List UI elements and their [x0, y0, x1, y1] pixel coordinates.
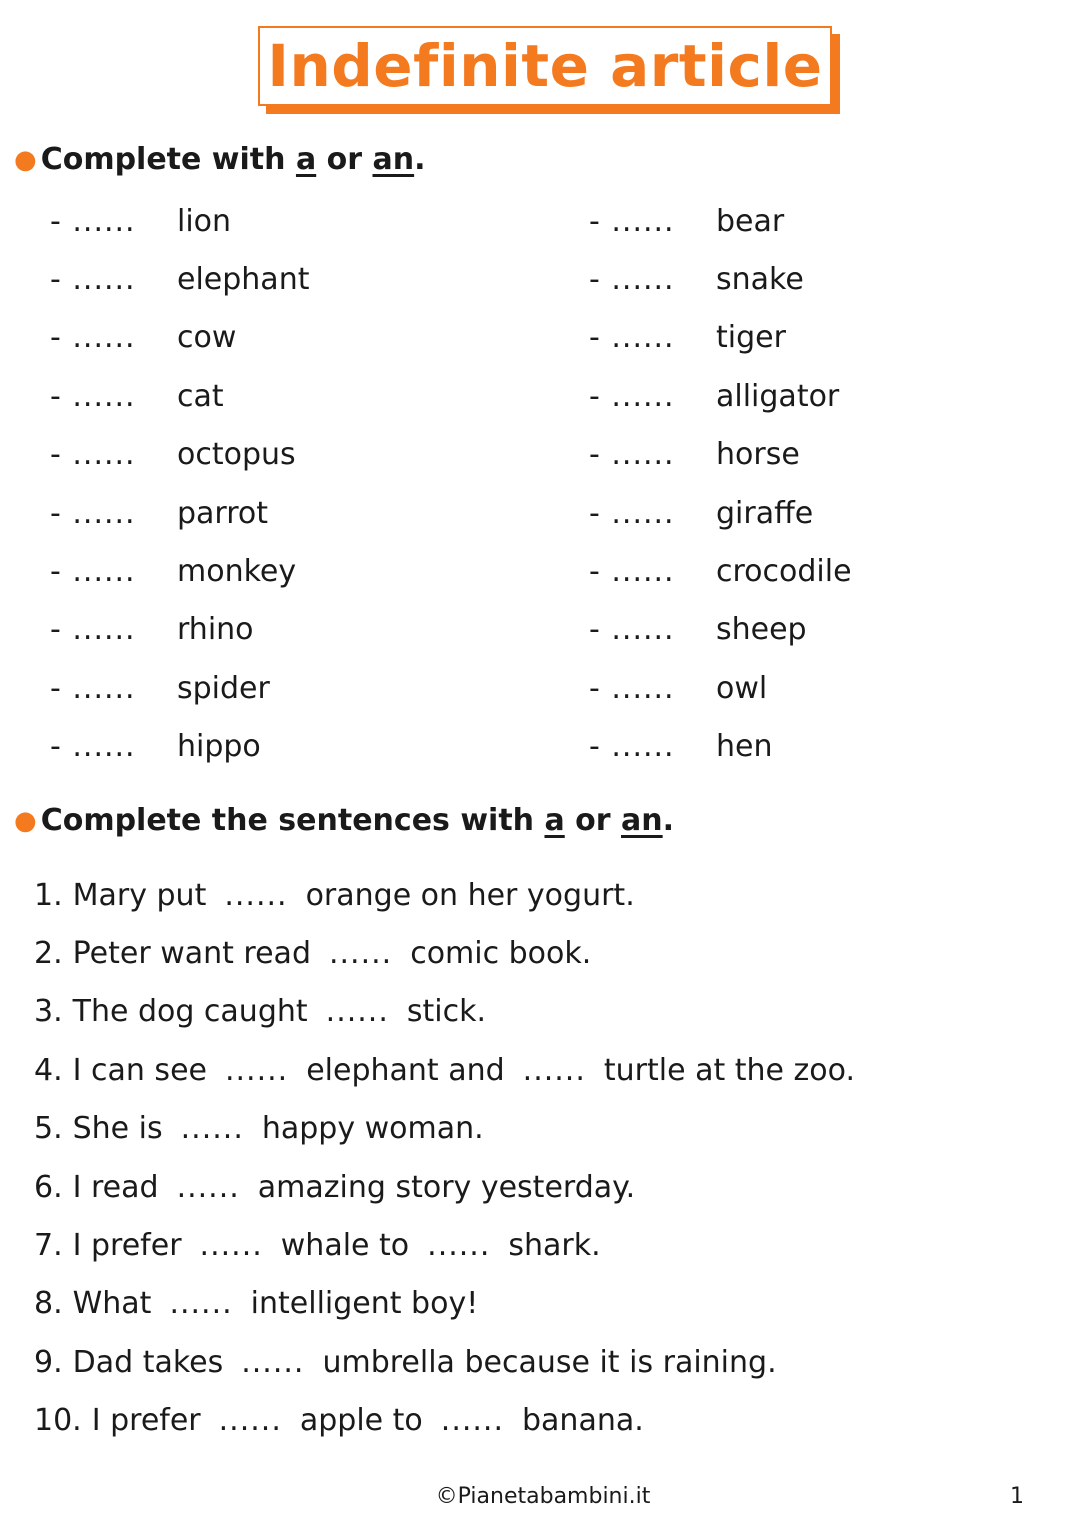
word-item [589, 309, 852, 367]
page-number: 1 [1010, 1484, 1024, 1509]
sentence-number: 4. [34, 1052, 63, 1088]
word-item [589, 250, 852, 308]
answer-blank[interactable] [50, 204, 177, 239]
sentence-list [34, 866, 855, 1450]
word-item [50, 659, 309, 717]
section1-an: an [372, 142, 415, 177]
dash-mark: - [50, 378, 62, 414]
section2-post: . [662, 803, 675, 838]
dash-mark: - [50, 554, 62, 590]
sentence-part: intelligent boy! [250, 1286, 479, 1322]
word-text: snake [716, 262, 804, 298]
dash-mark: - [589, 262, 601, 298]
bullet-icon: ● [14, 805, 37, 836]
sentence-part: turtle at the zoo. [603, 1052, 855, 1088]
dash-mark: - [589, 320, 601, 356]
sentence-part: Peter want read [72, 936, 311, 972]
word-item [50, 309, 309, 367]
dash-mark: - [589, 670, 601, 706]
sentence-number: 5. [34, 1111, 63, 1147]
answer-blank[interactable] [50, 320, 177, 355]
word-text: rhino [177, 612, 254, 648]
blank-dots: ...... [72, 437, 136, 473]
word-item [589, 601, 852, 659]
blank-dots: ...... [611, 262, 675, 298]
section1-mid: or [316, 142, 373, 177]
blank-dots: ...... [611, 203, 675, 239]
blank-dots: ...... [72, 670, 136, 706]
answer-blank[interactable] [589, 437, 716, 472]
word-text: alligator [716, 378, 840, 414]
dash-mark: - [50, 729, 62, 765]
answer-blank[interactable]: ...... [180, 1111, 244, 1147]
sentence-item [34, 1100, 855, 1158]
answer-blank[interactable] [589, 496, 716, 531]
sentence-part: whale to [280, 1228, 410, 1264]
answer-blank[interactable] [589, 554, 716, 589]
answer-blank[interactable]: ...... [224, 1052, 289, 1088]
word-text: elephant [177, 262, 310, 298]
dash-mark: - [589, 495, 601, 531]
word-text: giraffe [716, 495, 814, 531]
word-text: monkey [177, 554, 297, 590]
sentence-item [34, 1275, 855, 1333]
title-banner [258, 26, 832, 106]
blank-dots: ...... [72, 729, 136, 765]
word-text: crocodile [716, 554, 852, 590]
sentence-part: shark. [508, 1228, 601, 1264]
answer-blank[interactable]: ...... [325, 994, 389, 1030]
blank-dots: ...... [72, 203, 136, 239]
answer-blank[interactable] [589, 204, 716, 239]
word-item [589, 484, 852, 542]
blank-dots: ...... [611, 670, 675, 706]
word-item [50, 601, 309, 659]
sentence-part: I can see [72, 1052, 207, 1088]
answer-blank[interactable] [50, 612, 177, 647]
sentence-number: 7. [34, 1228, 63, 1264]
answer-blank[interactable] [50, 729, 177, 764]
answer-blank[interactable]: ...... [328, 936, 393, 972]
sentence-part: apple to [299, 1403, 423, 1439]
word-item [589, 718, 852, 776]
page-title: Indefinite article [267, 32, 823, 100]
answer-blank[interactable] [50, 671, 177, 706]
answer-blank[interactable]: ...... [224, 877, 288, 913]
answer-blank[interactable] [50, 496, 177, 531]
sentence-item [34, 1216, 855, 1274]
word-item [50, 542, 309, 600]
blank-dots: ...... [611, 554, 675, 590]
dash-mark: - [50, 495, 62, 531]
sentence-part: umbrella because it is raining. [322, 1344, 777, 1380]
title-box [258, 26, 832, 106]
word-text: owl [716, 670, 768, 706]
answer-blank[interactable]: ...... [522, 1052, 586, 1088]
sentence-item [34, 1158, 855, 1216]
dash-mark: - [589, 729, 601, 765]
blank-dots: ...... [72, 612, 136, 648]
word-item [50, 426, 309, 484]
sentence-item [34, 983, 855, 1041]
sentence-item [34, 924, 855, 982]
word-text: octopus [177, 437, 296, 473]
footer-credit: ©Pianetabambini.it [435, 1484, 651, 1509]
sentence-part: amazing story yesterday. [257, 1169, 636, 1205]
sentence-number: 6. [34, 1169, 63, 1205]
answer-blank[interactable]: ...... [176, 1169, 240, 1205]
sentence-part: stick. [406, 994, 487, 1030]
sentence-number: 10. [34, 1403, 82, 1439]
blank-dots: ...... [72, 495, 136, 531]
word-item [589, 659, 852, 717]
answer-blank[interactable] [589, 320, 716, 355]
answer-blank[interactable]: ...... [241, 1344, 305, 1380]
dash-mark: - [50, 203, 62, 239]
dash-mark: - [50, 612, 62, 648]
word-item [589, 426, 852, 484]
section1-heading [14, 142, 426, 177]
sentence-part: Mary put [72, 877, 207, 913]
word-text: parrot [177, 495, 269, 531]
word-text: lion [177, 203, 232, 239]
sentence-part: I prefer [91, 1403, 201, 1439]
word-item [50, 192, 309, 250]
section1-post: . [414, 142, 426, 177]
sentence-part: The dog caught [72, 994, 308, 1030]
blank-dots: ...... [611, 612, 675, 648]
answer-blank[interactable] [50, 379, 177, 414]
answer-blank[interactable]: ...... [427, 1228, 491, 1264]
word-item [50, 484, 309, 542]
word-text: spider [177, 670, 270, 706]
sentence-part: orange on her yogurt. [305, 877, 635, 913]
blank-dots: ...... [72, 554, 136, 590]
word-text: hippo [177, 729, 261, 765]
answer-blank[interactable] [50, 437, 177, 472]
dash-mark: - [50, 670, 62, 706]
sentence-item [34, 866, 855, 924]
section2-mid: or [564, 803, 622, 838]
section2-pre: Complete the sentences with [40, 803, 545, 838]
section2-a: a [544, 803, 565, 838]
word-item [50, 367, 309, 425]
blank-dots: ...... [611, 729, 675, 765]
dash-mark: - [50, 320, 62, 356]
sentence-part: elephant and [306, 1052, 505, 1088]
sentence-part: I read [72, 1169, 159, 1205]
section1-pre: Complete with [40, 142, 296, 177]
answer-blank[interactable] [589, 671, 716, 706]
word-list-left [50, 192, 309, 776]
blank-dots: ...... [611, 437, 675, 473]
sentence-part: She is [72, 1111, 163, 1147]
dash-mark: - [589, 437, 601, 473]
sentence-part: Dad takes [72, 1344, 224, 1380]
sentence-number: 1. [34, 877, 63, 913]
bullet-icon: ● [14, 144, 37, 175]
answer-blank[interactable] [50, 262, 177, 297]
dash-mark: - [589, 378, 601, 414]
blank-dots: ...... [72, 320, 136, 356]
sentence-number: 8. [34, 1286, 63, 1322]
sentence-part: What [72, 1286, 152, 1322]
sentence-number: 2. [34, 936, 63, 972]
sentence-part: comic book. [410, 936, 592, 972]
sentence-item [34, 1333, 855, 1391]
word-text: hen [716, 729, 773, 765]
word-text: bear [716, 203, 785, 239]
blank-dots: ...... [611, 378, 675, 414]
word-text: horse [716, 437, 800, 473]
sentence-number: 3. [34, 994, 63, 1030]
word-text: cat [177, 378, 224, 414]
section2-heading [14, 803, 674, 838]
sentence-item [34, 1392, 855, 1450]
blank-dots: ...... [611, 320, 675, 356]
word-item [589, 192, 852, 250]
blank-dots: ...... [72, 378, 136, 414]
word-item [50, 718, 309, 776]
answer-blank[interactable] [589, 612, 716, 647]
answer-blank[interactable]: ...... [169, 1286, 233, 1322]
word-item [589, 367, 852, 425]
answer-blank[interactable]: ...... [218, 1403, 282, 1439]
answer-blank[interactable]: ...... [199, 1228, 263, 1264]
sentence-part: I prefer [72, 1228, 182, 1264]
sentence-part: banana. [522, 1403, 644, 1439]
word-text: cow [177, 320, 237, 356]
answer-blank[interactable] [589, 262, 716, 297]
answer-blank[interactable] [589, 379, 716, 414]
blank-dots: ...... [611, 495, 675, 531]
word-text: sheep [716, 612, 807, 648]
sentence-item [34, 1041, 855, 1099]
answer-blank[interactable] [589, 729, 716, 764]
dash-mark: - [589, 612, 601, 648]
sentence-part: happy woman. [261, 1111, 484, 1147]
blank-dots: ...... [72, 262, 136, 298]
dash-mark: - [589, 203, 601, 239]
section1-a: a [295, 142, 317, 177]
dash-mark: - [50, 262, 62, 298]
word-item [50, 250, 309, 308]
sentence-number: 9. [34, 1344, 63, 1380]
word-item [589, 542, 852, 600]
answer-blank[interactable] [50, 554, 177, 589]
word-list-right [589, 192, 852, 776]
answer-blank[interactable]: ...... [440, 1403, 504, 1439]
dash-mark: - [589, 554, 601, 590]
word-text: tiger [716, 320, 786, 356]
dash-mark: - [50, 437, 62, 473]
section2-an: an [621, 803, 663, 838]
